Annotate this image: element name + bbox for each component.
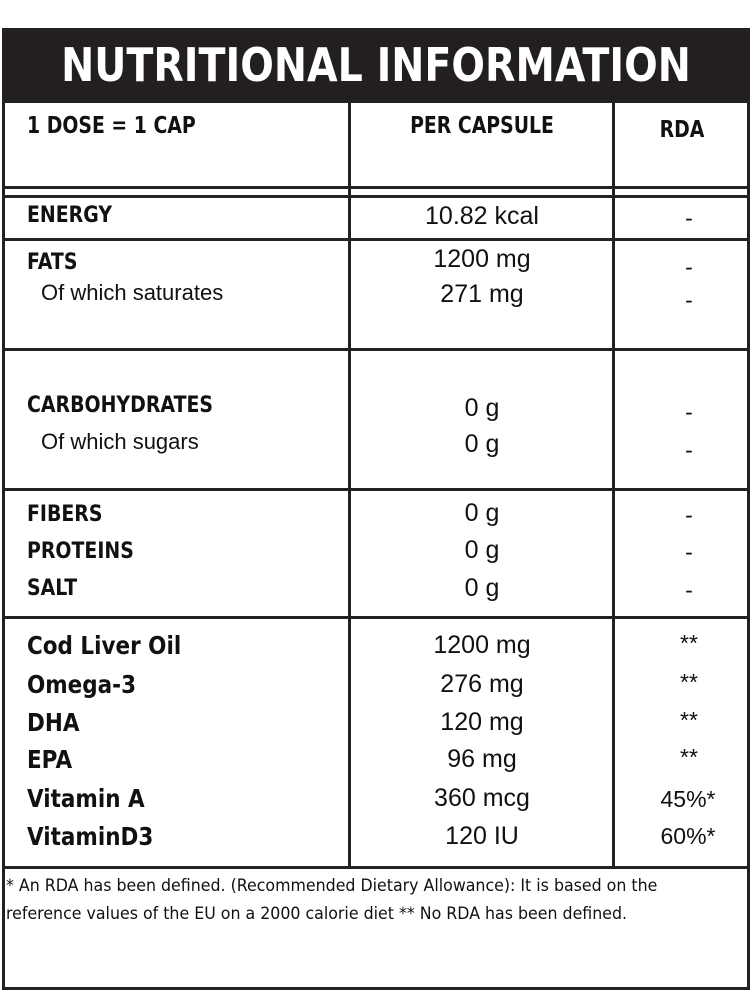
vitamin-d3-rda: 60%* xyxy=(660,823,716,849)
fibers-value: 0 g xyxy=(464,499,500,527)
energy-label: ENERGY xyxy=(27,203,113,228)
divider xyxy=(2,866,750,869)
saturates-label: Of which saturates xyxy=(41,280,224,305)
column-divider xyxy=(612,100,615,869)
dha-label: DHA xyxy=(27,708,80,737)
fibers-label: FIBERS xyxy=(27,502,103,527)
epa-rda: ** xyxy=(680,744,698,770)
proteins-label: PROTEINS xyxy=(27,539,134,564)
carbs-value: 0 g xyxy=(464,394,500,422)
footnote: * An RDA has been defined. (Recommended Dietary Allowance): It is based on the reference values of the EU on a 2000 calorie diet ** No RDA has been defined. xyxy=(6,876,658,924)
salt-label: SALT xyxy=(27,576,78,601)
vitamin-a-value: 360 mcg xyxy=(434,784,530,812)
vitamin-a-label: Vitamin A xyxy=(27,784,145,813)
cod-liver-oil-rda: ** xyxy=(680,630,698,656)
carbs-label: CARBOHYDRATES xyxy=(27,393,214,418)
divider xyxy=(2,186,750,189)
divider xyxy=(2,616,750,619)
proteins-value: 0 g xyxy=(464,536,500,564)
fats-value: 1200 mg xyxy=(433,245,531,273)
divider xyxy=(2,100,750,103)
salt-value: 0 g xyxy=(464,574,500,602)
salt-rda: - xyxy=(685,577,693,603)
dha-rda: ** xyxy=(680,707,698,733)
proteins-rda: - xyxy=(685,539,693,565)
divider xyxy=(2,488,750,491)
divider xyxy=(2,238,750,241)
fibers-rda: - xyxy=(685,502,693,528)
energy-rda: - xyxy=(685,205,693,231)
cod-liver-oil-label: Cod Liver Oil xyxy=(27,631,182,660)
vitamin-d3-value: 120 IU xyxy=(445,822,519,850)
omega-3-rda: ** xyxy=(680,669,698,695)
omega-3-value: 276 mg xyxy=(440,670,524,698)
saturates-rda: - xyxy=(685,287,693,313)
header-dose: 1 DOSE = 1 CAP xyxy=(27,113,196,139)
dha-value: 120 mg xyxy=(440,708,524,736)
sugars-rda: - xyxy=(685,437,693,463)
header-rda: RDA xyxy=(659,117,705,143)
divider xyxy=(2,195,750,198)
fats-rda: - xyxy=(685,254,693,280)
page-title: NUTRITIONAL INFORMATION xyxy=(61,38,691,92)
sugars-label: Of which sugars xyxy=(41,429,199,454)
omega-3-label: Omega-3 xyxy=(27,670,137,699)
fats-label: FATS xyxy=(27,250,78,275)
cod-liver-oil-value: 1200 mg xyxy=(433,631,531,659)
vitamin-d3-label: VitaminD3 xyxy=(27,822,154,851)
saturates-value: 271 mg xyxy=(440,280,524,308)
vitamin-a-rda: 45%* xyxy=(660,786,716,812)
carbs-rda: - xyxy=(685,399,693,425)
header-per-capsule: PER CAPSULE xyxy=(410,113,554,139)
divider xyxy=(2,348,750,351)
epa-value: 96 mg xyxy=(447,745,517,773)
column-divider xyxy=(348,100,351,869)
sugars-value: 0 g xyxy=(464,430,500,458)
epa-label: EPA xyxy=(27,745,73,774)
energy-value: 10.82 kcal xyxy=(425,202,539,230)
